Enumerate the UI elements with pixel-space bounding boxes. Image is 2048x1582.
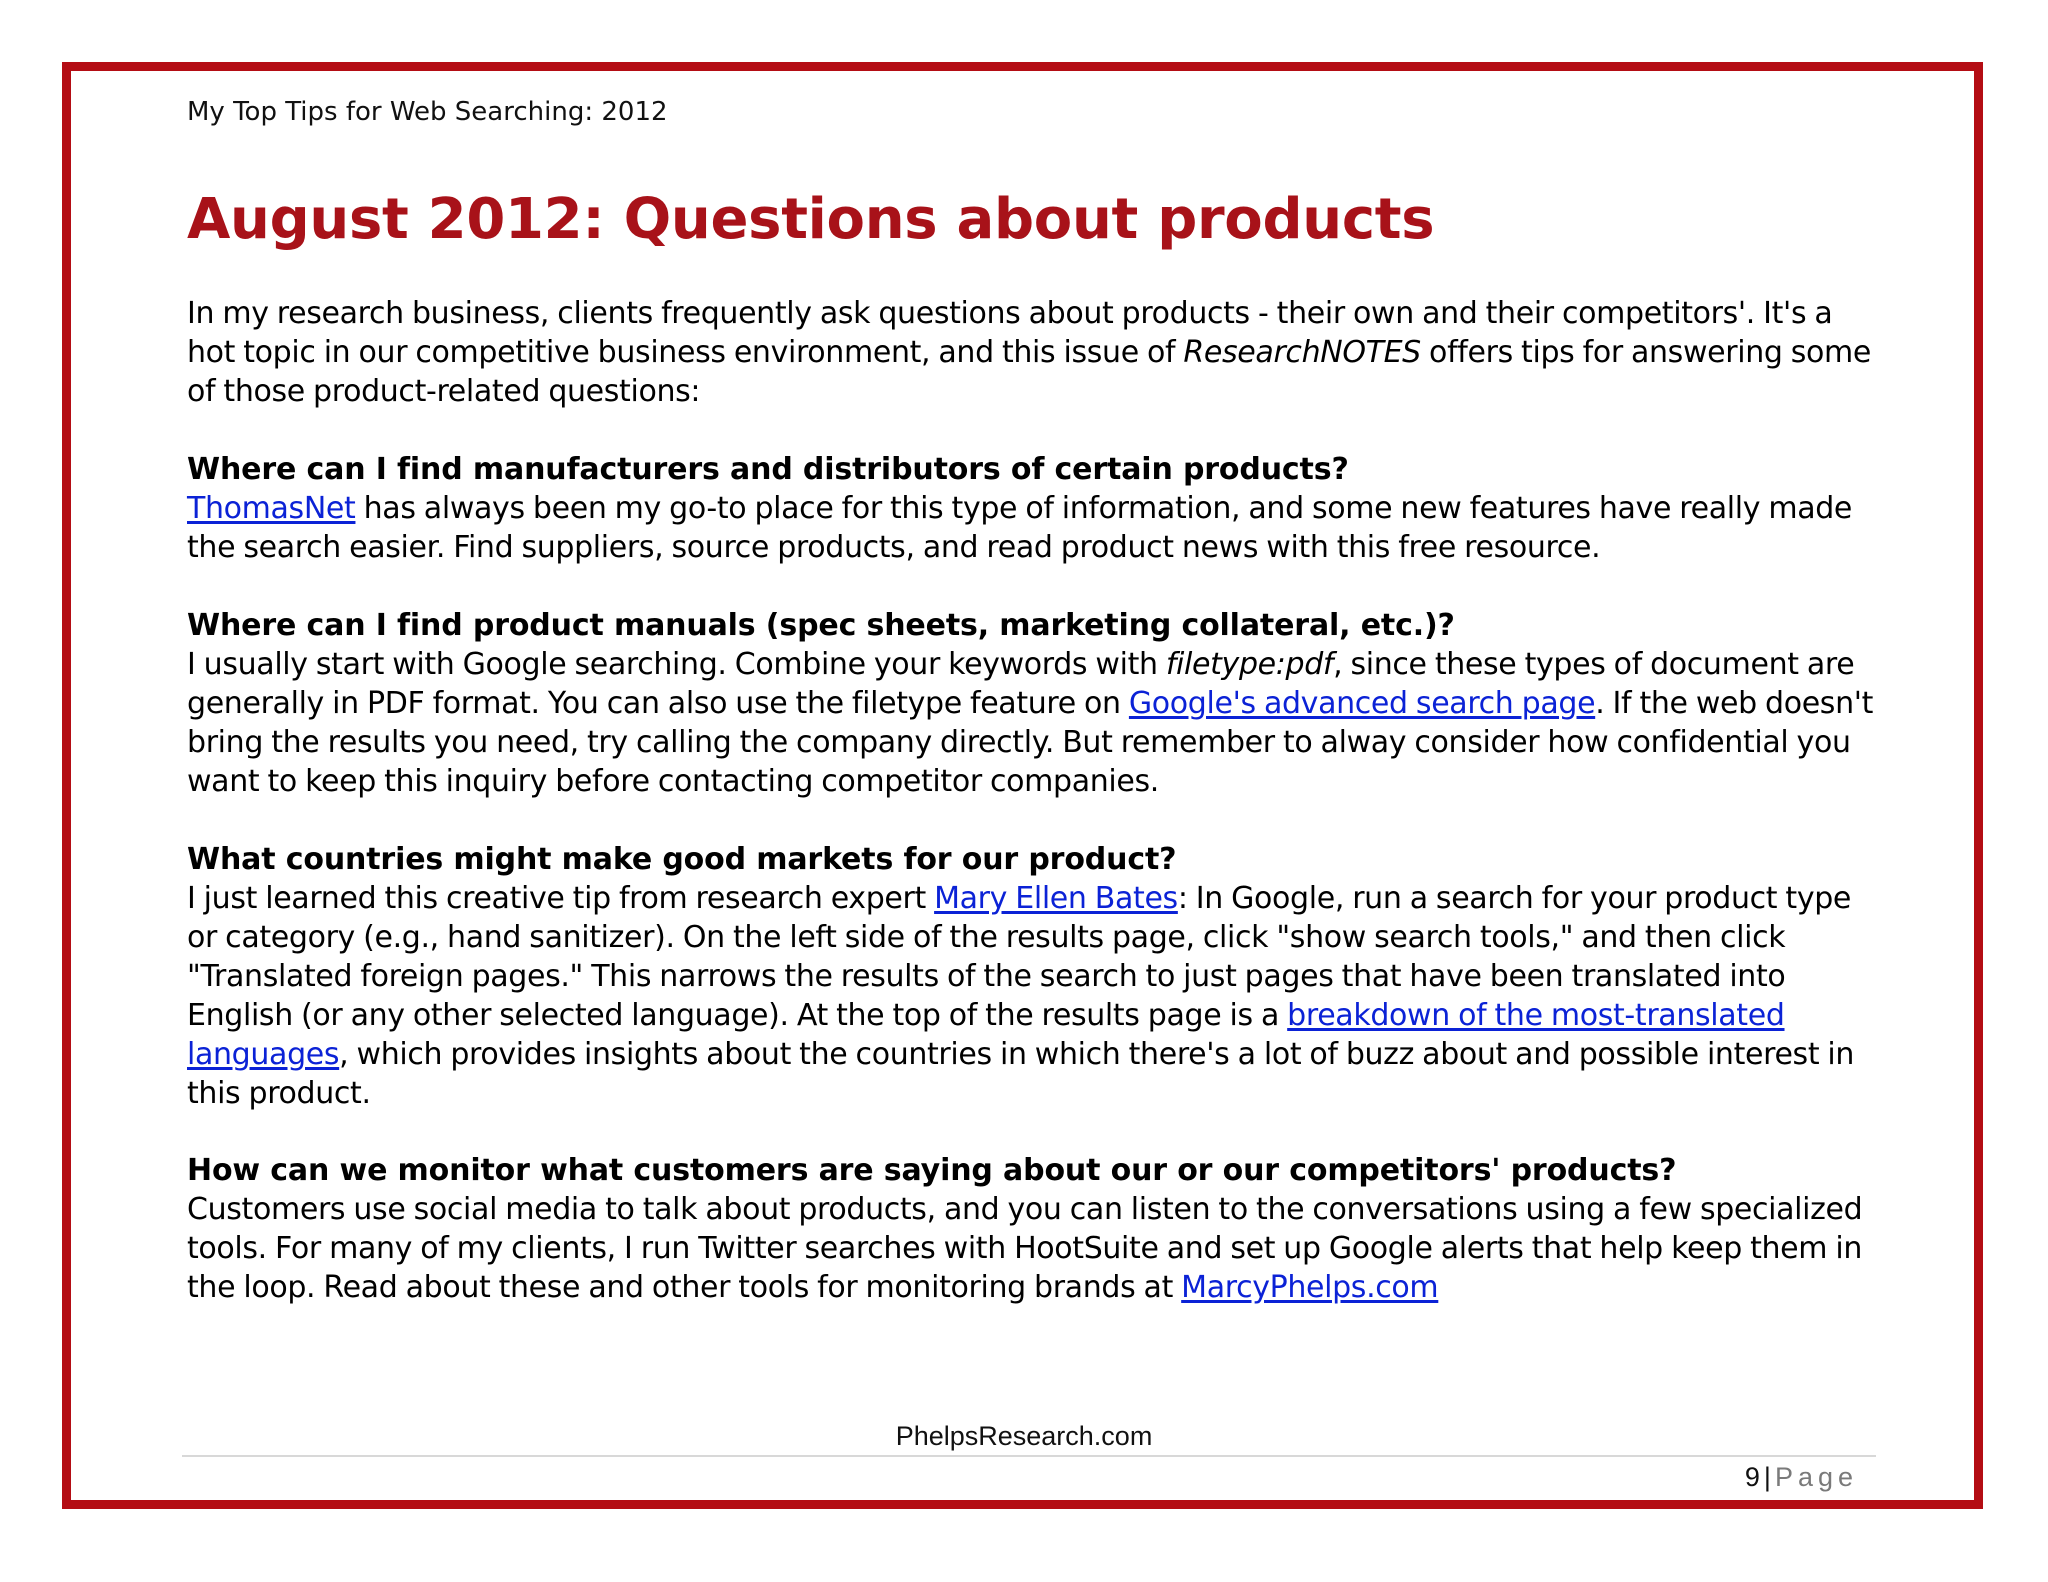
section-heading: Where can I find product manuals (spec sheets, marketing collateral, etc.)?: [187, 608, 1455, 643]
marcyphelps-link[interactable]: MarcyPhelps.com: [1181, 1270, 1439, 1305]
page-number-value: 9: [1744, 1462, 1760, 1492]
section-markets: [187, 840, 1877, 1113]
section-text: . If the web doesn't bring the results you need, try calling the company directly. But remember to alway consider how confidential you want to keep this inquiry before contacting competitor companies.: [187, 686, 1874, 799]
section-heading: What countries might make good markets for our product?: [187, 842, 1177, 877]
running-header: My Top Tips for Web Searching: 2012: [187, 97, 668, 127]
section-text: Customers use social media to talk about products, and you can listen to the conversations using a few specialized tools. For many of my clients, I run Twitter searches with HootSuite and set up Google alerts that help keep them in the loop. Read about these and other tools for monitoring brands at: [187, 1192, 1863, 1305]
section-monitoring: [187, 1151, 1877, 1307]
page-title: August 2012: Questions about products: [187, 187, 1435, 252]
filetype-term: filetype:pdf: [1165, 647, 1334, 682]
page-number: [1745, 1460, 1858, 1494]
section-text: has always been my go-to place for this type of information, and some new features have really made the search easier. Find suppliers, source products, and read product news with this free resource.: [187, 491, 1853, 565]
google-advanced-search-link[interactable]: Google's advanced search page: [1128, 686, 1596, 721]
intro-text: In my research business, clients frequently ask questions about products - their own and their competitors'. It's a hot topic in our competitive business environment, and this issue of: [187, 296, 1833, 370]
section-text: I just learned this creative tip from research expert: [187, 881, 935, 916]
section-manufacturers: [187, 450, 1877, 567]
page-separator: |: [1763, 1462, 1771, 1492]
intro-paragraph: [187, 294, 1877, 411]
section-text: , which provides insights about the countries in which there's a lot of buzz about and possible interest in this product.: [187, 1037, 1855, 1111]
section-heading: Where can I find manufacturers and distributors of certain products?: [187, 452, 1349, 487]
intro-text-end: offers tips for answering some of those product-related questions:: [187, 335, 1872, 409]
footer-divider: [182, 1455, 1876, 1457]
footer-site: PhelpsResearch.com: [895, 1421, 1153, 1451]
thomasnet-link[interactable]: ThomasNet: [187, 491, 356, 526]
section-text: : In Google, run a search for your product type or category (e.g., hand sanitizer). On the left side of the results page, click "show search tools," and then click "Translated foreign pages." This narrows the results of the search to just pages that have been translated into English (or any other selected language). At the top of the results page is a: [187, 881, 1852, 1033]
mary-ellen-bates-link[interactable]: Mary Ellen Bates: [934, 881, 1178, 916]
publication-name: ResearchNOTES: [1183, 335, 1421, 370]
section-heading: How can we monitor what customers are saying about our or our competitors' products?: [187, 1153, 1677, 1188]
translated-languages-link[interactable]: breakdown of the most-translated languages: [187, 998, 1785, 1072]
section-manuals: [187, 606, 1877, 801]
section-text: I usually start with Google searching. Combine your keywords with: [187, 647, 1166, 682]
page-label: Page: [1774, 1462, 1858, 1492]
section-text: , since these types of document are generally in PDF format. You can also use the filetype feature on: [187, 647, 1855, 721]
